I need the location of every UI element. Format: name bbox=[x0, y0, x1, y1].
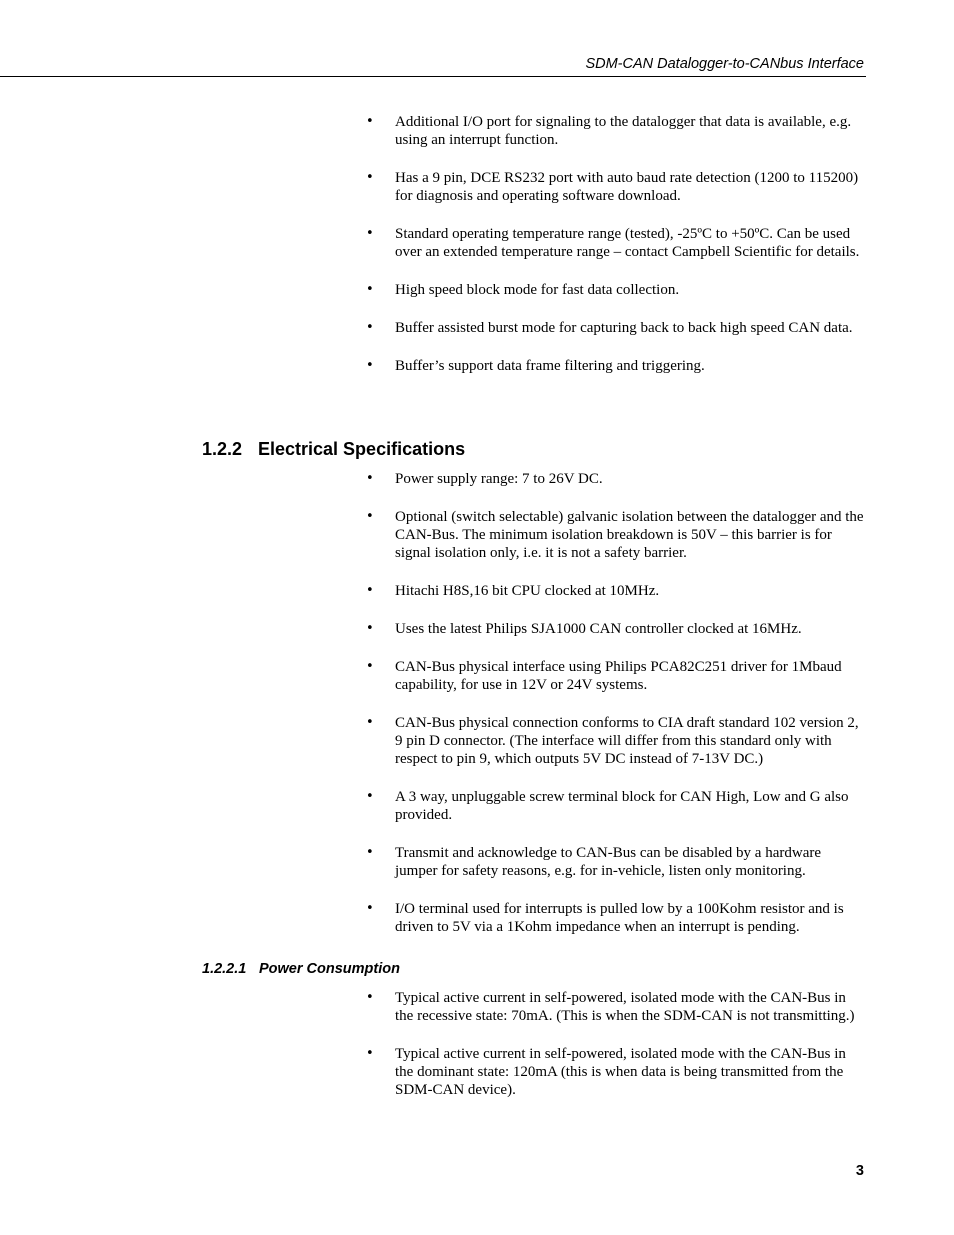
section-title: Power Consumption bbox=[259, 961, 400, 977]
bullet-icon: • bbox=[366, 1046, 374, 1061]
bullet-icon: • bbox=[366, 990, 374, 1005]
electrical-specs-list bbox=[0, 470, 954, 956]
list-item-text: I/O terminal used for interrupts is pulled low by a 100Kohm resistor and is driven to 5V via a 1Kohm impedance when an interrupt is pending. bbox=[395, 901, 844, 935]
list-item bbox=[0, 989, 865, 1025]
list-item bbox=[0, 319, 865, 337]
list-item-text: Uses the latest Philips SJA1000 CAN controller clocked at 16MHz. bbox=[395, 621, 802, 637]
bullet-icon: • bbox=[366, 789, 374, 804]
bullet-icon: • bbox=[366, 320, 374, 335]
list-item-text: Has a 9 pin, DCE RS232 port with auto baud rate detection (1200 to 115200) for diagnosis and operating software download. bbox=[395, 170, 859, 204]
list-item bbox=[0, 508, 865, 562]
subsection-heading-power bbox=[202, 960, 400, 978]
list-item-text: A 3 way, unpluggable screw terminal block for CAN High, Low and G also provided. bbox=[395, 789, 849, 823]
list-item-text: High speed block mode for fast data collection. bbox=[395, 282, 680, 298]
header-rule bbox=[0, 76, 866, 77]
list-item-text: Buffer assisted burst mode for capturing back to back high speed CAN data. bbox=[395, 320, 853, 336]
section-heading-electrical bbox=[202, 438, 465, 460]
list-item bbox=[0, 225, 865, 261]
section-title: Electrical Specifications bbox=[258, 439, 466, 459]
list-item bbox=[0, 281, 865, 299]
bullet-icon: • bbox=[366, 170, 374, 185]
section-number: 1.2.2.1 bbox=[202, 961, 247, 977]
list-item-text: Buffer’s support data frame filtering and triggering. bbox=[395, 358, 705, 374]
list-item bbox=[0, 844, 865, 880]
bullet-icon: • bbox=[366, 659, 374, 674]
bullet-icon: • bbox=[366, 715, 374, 730]
bullet-icon: • bbox=[366, 845, 374, 860]
bullet-icon: • bbox=[366, 226, 374, 241]
page-number: 3 bbox=[855, 1163, 864, 1179]
list-item bbox=[0, 582, 865, 600]
list-item-text: Additional I/O port for signaling to the datalogger that data is available, e.g. using an interrupt function. bbox=[395, 114, 852, 148]
bullet-icon: • bbox=[366, 114, 374, 129]
list-item-text: CAN-Bus physical interface using Philips PCA82C251 driver for 1Mbaud capability, for use in 12V or 24V systems. bbox=[395, 659, 842, 693]
list-item-text: CAN-Bus physical connection conforms to CIA draft standard 102 version 2, 9 pin D connector. (The interface will differ from this standard only with respect to pin 9, which outputs 5V DC instead of 7-13V DC.) bbox=[395, 715, 859, 767]
bullet-icon: • bbox=[366, 621, 374, 636]
list-item bbox=[0, 788, 865, 824]
list-item bbox=[0, 470, 865, 488]
section-number: 1.2.2 bbox=[202, 439, 243, 459]
list-item bbox=[0, 1045, 865, 1099]
bullet-icon: • bbox=[366, 509, 374, 524]
list-item-text: Optional (switch selectable) galvanic isolation between the datalogger and the CAN-Bus. The minimum isolation breakdown is 50V – this barrier is for signal isolation only, i.e. it is not a safety barrier. bbox=[395, 509, 864, 561]
list-item-text: Power supply range: 7 to 26V DC. bbox=[395, 471, 603, 487]
list-item-text: Hitachi H8S,16 bit CPU clocked at 10MHz. bbox=[395, 583, 660, 599]
list-item bbox=[0, 113, 865, 149]
bullet-icon: • bbox=[366, 471, 374, 486]
bullet-icon: • bbox=[366, 583, 374, 598]
bullet-icon: • bbox=[366, 901, 374, 916]
list-item bbox=[0, 714, 865, 768]
bullet-icon: • bbox=[366, 282, 374, 297]
list-item-text: Typical active current in self-powered, isolated mode with the CAN-Bus in the recessive state: 70mA. (This is when the SDM-CAN is not transmitting.) bbox=[395, 990, 855, 1024]
list-item bbox=[0, 620, 865, 638]
list-item bbox=[0, 658, 865, 694]
features-list bbox=[0, 113, 954, 395]
list-item-text: Typical active current in self-powered, isolated mode with the CAN-Bus in the dominant state: 120mA (this is when data is being transmitted from the SDM-CAN device). bbox=[395, 1046, 846, 1098]
list-item bbox=[0, 169, 865, 205]
bullet-icon: • bbox=[366, 358, 374, 373]
list-item bbox=[0, 900, 865, 936]
list-item-text: Transmit and acknowledge to CAN-Bus can be disabled by a hardware jumper for safety reasons, e.g. for in-vehicle, listen only monitoring. bbox=[395, 845, 822, 879]
list-item-text: Standard operating temperature range (tested), -25ºC to +50ºC. Can be used over an extended temperature range – contact Campbell Scientific for details. bbox=[395, 226, 860, 260]
running-header: SDM-CAN Datalogger-to-CANbus Interface bbox=[585, 56, 864, 72]
list-item bbox=[0, 357, 865, 375]
power-consumption-list bbox=[0, 989, 954, 1119]
